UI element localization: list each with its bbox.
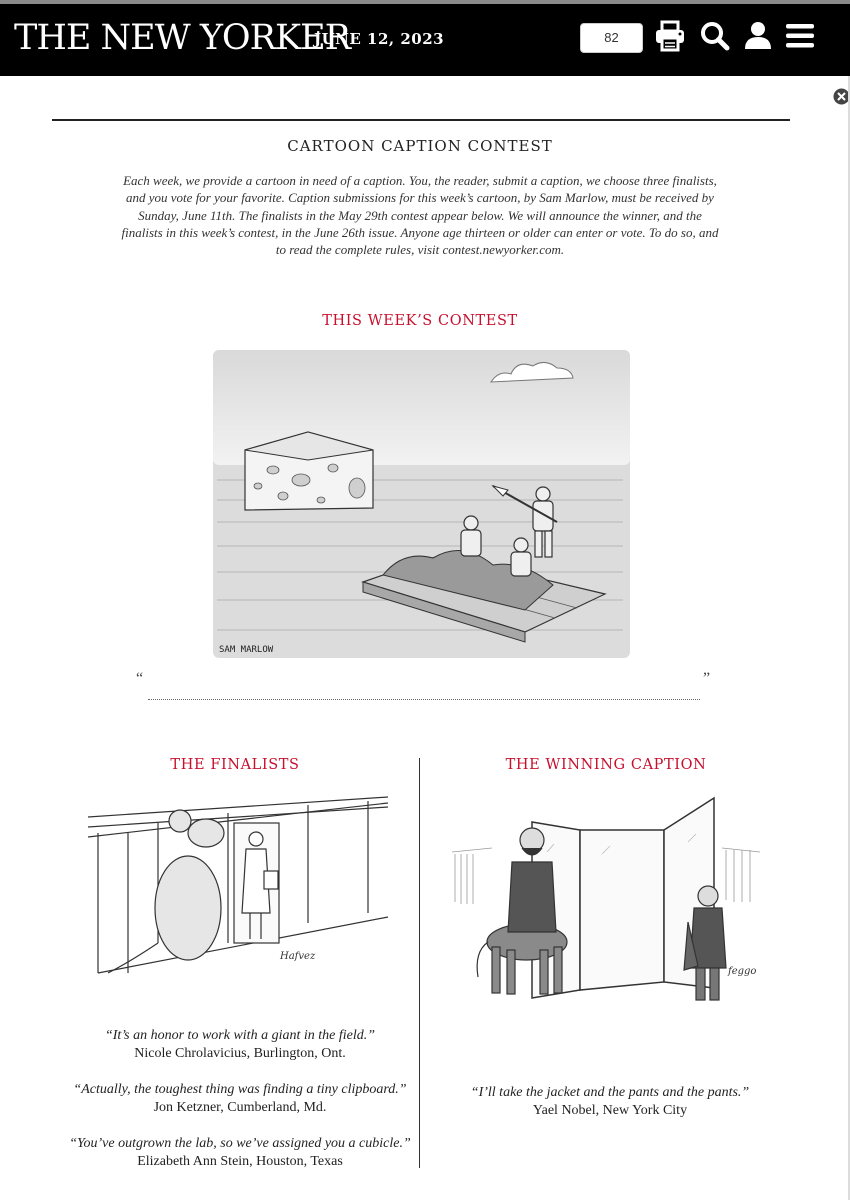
contest-title: CARTOON CAPTION CONTEST: [287, 137, 553, 155]
user-icon[interactable]: [742, 18, 774, 54]
finalist-entry-1: [60, 1027, 420, 1063]
finalists-cartoon: [88, 793, 390, 980]
window-strip: [0, 0, 850, 4]
finalists-heading: THE FINALISTS: [170, 757, 300, 773]
finalist-caption-3: “You’ve outgrown the lab, so we’ve assigned you a cubicle.”: [69, 1136, 411, 1151]
close-quote-mark: ”: [703, 670, 711, 687]
magazine-page: [0, 76, 848, 1200]
this-week-heading: THIS WEEK’S CONTEST: [322, 313, 518, 329]
winning-entry: [430, 1084, 790, 1120]
top-rule: [52, 119, 790, 121]
finalist-caption-1: “It’s an honor to work with a giant in the field.”: [104, 1028, 376, 1043]
winning-caption-text: “I’ll take the jacket and the pants and the pants.”: [470, 1085, 750, 1100]
artist-signature: SAM MARLOW: [219, 645, 274, 655]
caption-entry-line: [148, 699, 700, 700]
this-week-cartoon: [213, 350, 630, 658]
winning-author: Yael Nobel, New York City: [532, 1103, 688, 1118]
winning-caption-heading: THE WINNING CAPTION: [505, 757, 707, 773]
finalist-entry-2: [60, 1081, 420, 1117]
open-quote-mark: “: [136, 670, 144, 687]
page-number-field[interactable]: 82: [580, 23, 643, 53]
finalist-caption-2: “Actually, the toughest thing was finding a tiny clipboard.”: [73, 1082, 407, 1097]
finalist-author-1: Nicole Chrolavicius, Burlington, Ont.: [134, 1046, 346, 1061]
finalists-artist-signature: Hafvez: [280, 951, 316, 962]
winner-artist-signature: feggo: [728, 966, 757, 977]
print-icon[interactable]: [654, 18, 686, 54]
contest-intro: Each week, we provide a cartoon in need of a caption. You, the reader, submit a caption, we choose three finalists, and you vote for your favorite. Caption submissions for this week’s cartoon, by Sam Marlow, must be received by Sunday, June 11th. The finalists in the May 29th contest appear below. We will announce the winner, and the finalists in this week’s contest, in the June 26th issue. Anyone age thirteen or older can enter or vote. To do so, and to read the complete rules, visit contest.newyorker.com.: [121, 173, 719, 258]
brand-logo[interactable]: THE NEW YORKER: [14, 18, 351, 58]
close-icon[interactable]: [833, 88, 848, 105]
finalist-author-3: Elizabeth Ann Stein, Houston, Texas: [137, 1154, 343, 1169]
winning-cartoon: [452, 792, 762, 1004]
top-bar: [0, 0, 850, 76]
finalist-author-2: Jon Ketzner, Cumberland, Md.: [153, 1100, 327, 1115]
finalist-entry-3: [60, 1135, 420, 1171]
search-icon[interactable]: [699, 18, 731, 54]
menu-icon[interactable]: [784, 18, 816, 54]
issue-date: JUNE 12, 2023: [314, 30, 445, 48]
